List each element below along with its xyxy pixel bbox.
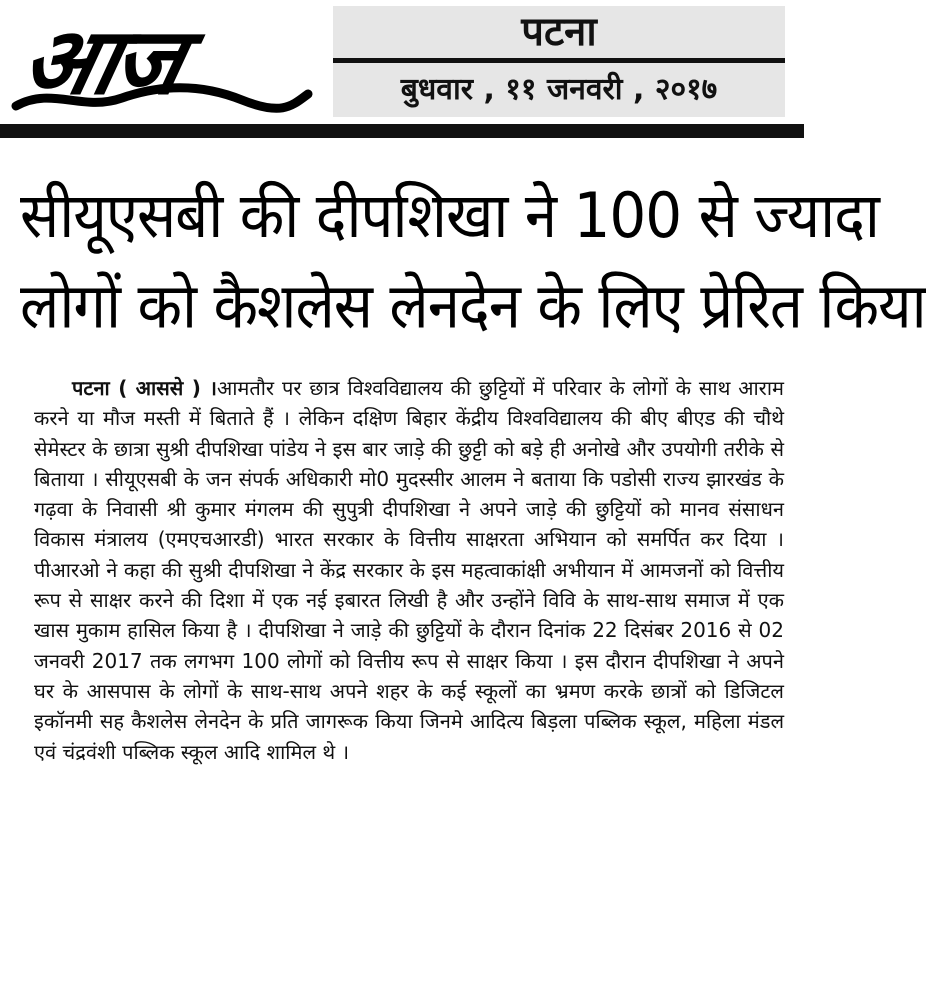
masthead-rule xyxy=(0,124,804,138)
headline-line-2: लोगों को कैशलेस लेनदेन के लिए प्रेरित किया xyxy=(20,269,926,343)
edition-city: पटना xyxy=(521,9,597,55)
masthead xyxy=(0,0,804,124)
headline-line-1: सीयूएसबी की दीपशिखा ने 100 से ज्यादा xyxy=(20,178,879,253)
article-headline xyxy=(20,170,926,351)
city-panel xyxy=(333,6,785,58)
article-body xyxy=(34,373,784,767)
logo-wordmark: आज xyxy=(12,8,190,115)
date-panel xyxy=(333,63,785,117)
article-body-text: आमतौर पर छात्र विश्वविद्यालय की छुट्टियों में परिवार के लोगों के साथ आराम करने या मौज मस्ती में बिताते हैं । लेकिन दक्षिण बिहार केंद्रीय विश्वविद्यालय की बीए बीएड की चौथे सेमेस्टर के छात्रा सुश्री दीपशिखा पांडेय ने इस बार जाड़े की छुट्टी को बड़े ही अनोखे और उपयोगी तरीके से बिताया । सीयूएसबी के जन संपर्क अधिकारी मो0 मुदस्सीर आलम ने बताया कि पडोसी राज्य झारखंड के गढ़वा के निवासी श्री कुमार मंगलम की सुपुत्री दीपशिखा ने अपने जाड़े की छुट्टियों को मानव संसाधन विकास मंत्रालय (एमएचआरडी) भारत सरकार के वित्तीय साक्षरता अभियान को समर्पित कर दिया । पीआरओ ने कहा की सुश्री दीपशिखा ने केंद्र सरकार के इस महत्वाकांक्षी अभीयान में आमजनों को वित्तीय रूप से साक्षर करने की दिशा में एक नई इबारत लिखी है और उन्होंने विवि के साथ-साथ समाज में एक खास मुकाम हासिल किया है । दीपशिखा ने जाड़े की छुट्टियों के दौरान दिनांक 22 दिसंबर 2016 से 02 जनवरी 2017 तक लगभग 100 लोगों को वित्तीय रूप से साक्षर किया । इस दौरान दीपशिखा ने अपने घर के आसपास के लोगों के साथ-साथ अपने शहर के कई स्कूलों का भ्रमण करके छात्रों को डिजिटल इकॉनमी सह कैशलेस लेनदेन के प्रति जागरूक किया जिनमे आदित्य बिड़ला पब्लिक स्कूल, महिला मंडल एवं चंद्रवंशी पब्लिक स्कूल आदि शामिल थे । xyxy=(34,376,784,764)
logo-swoosh-icon xyxy=(12,76,312,116)
article-dateline: पटना ( आससे ) । xyxy=(72,376,217,400)
edition-date: बुधवार , ११ जनवरी , २०१७ xyxy=(400,72,718,107)
newspaper-logo xyxy=(12,6,312,118)
